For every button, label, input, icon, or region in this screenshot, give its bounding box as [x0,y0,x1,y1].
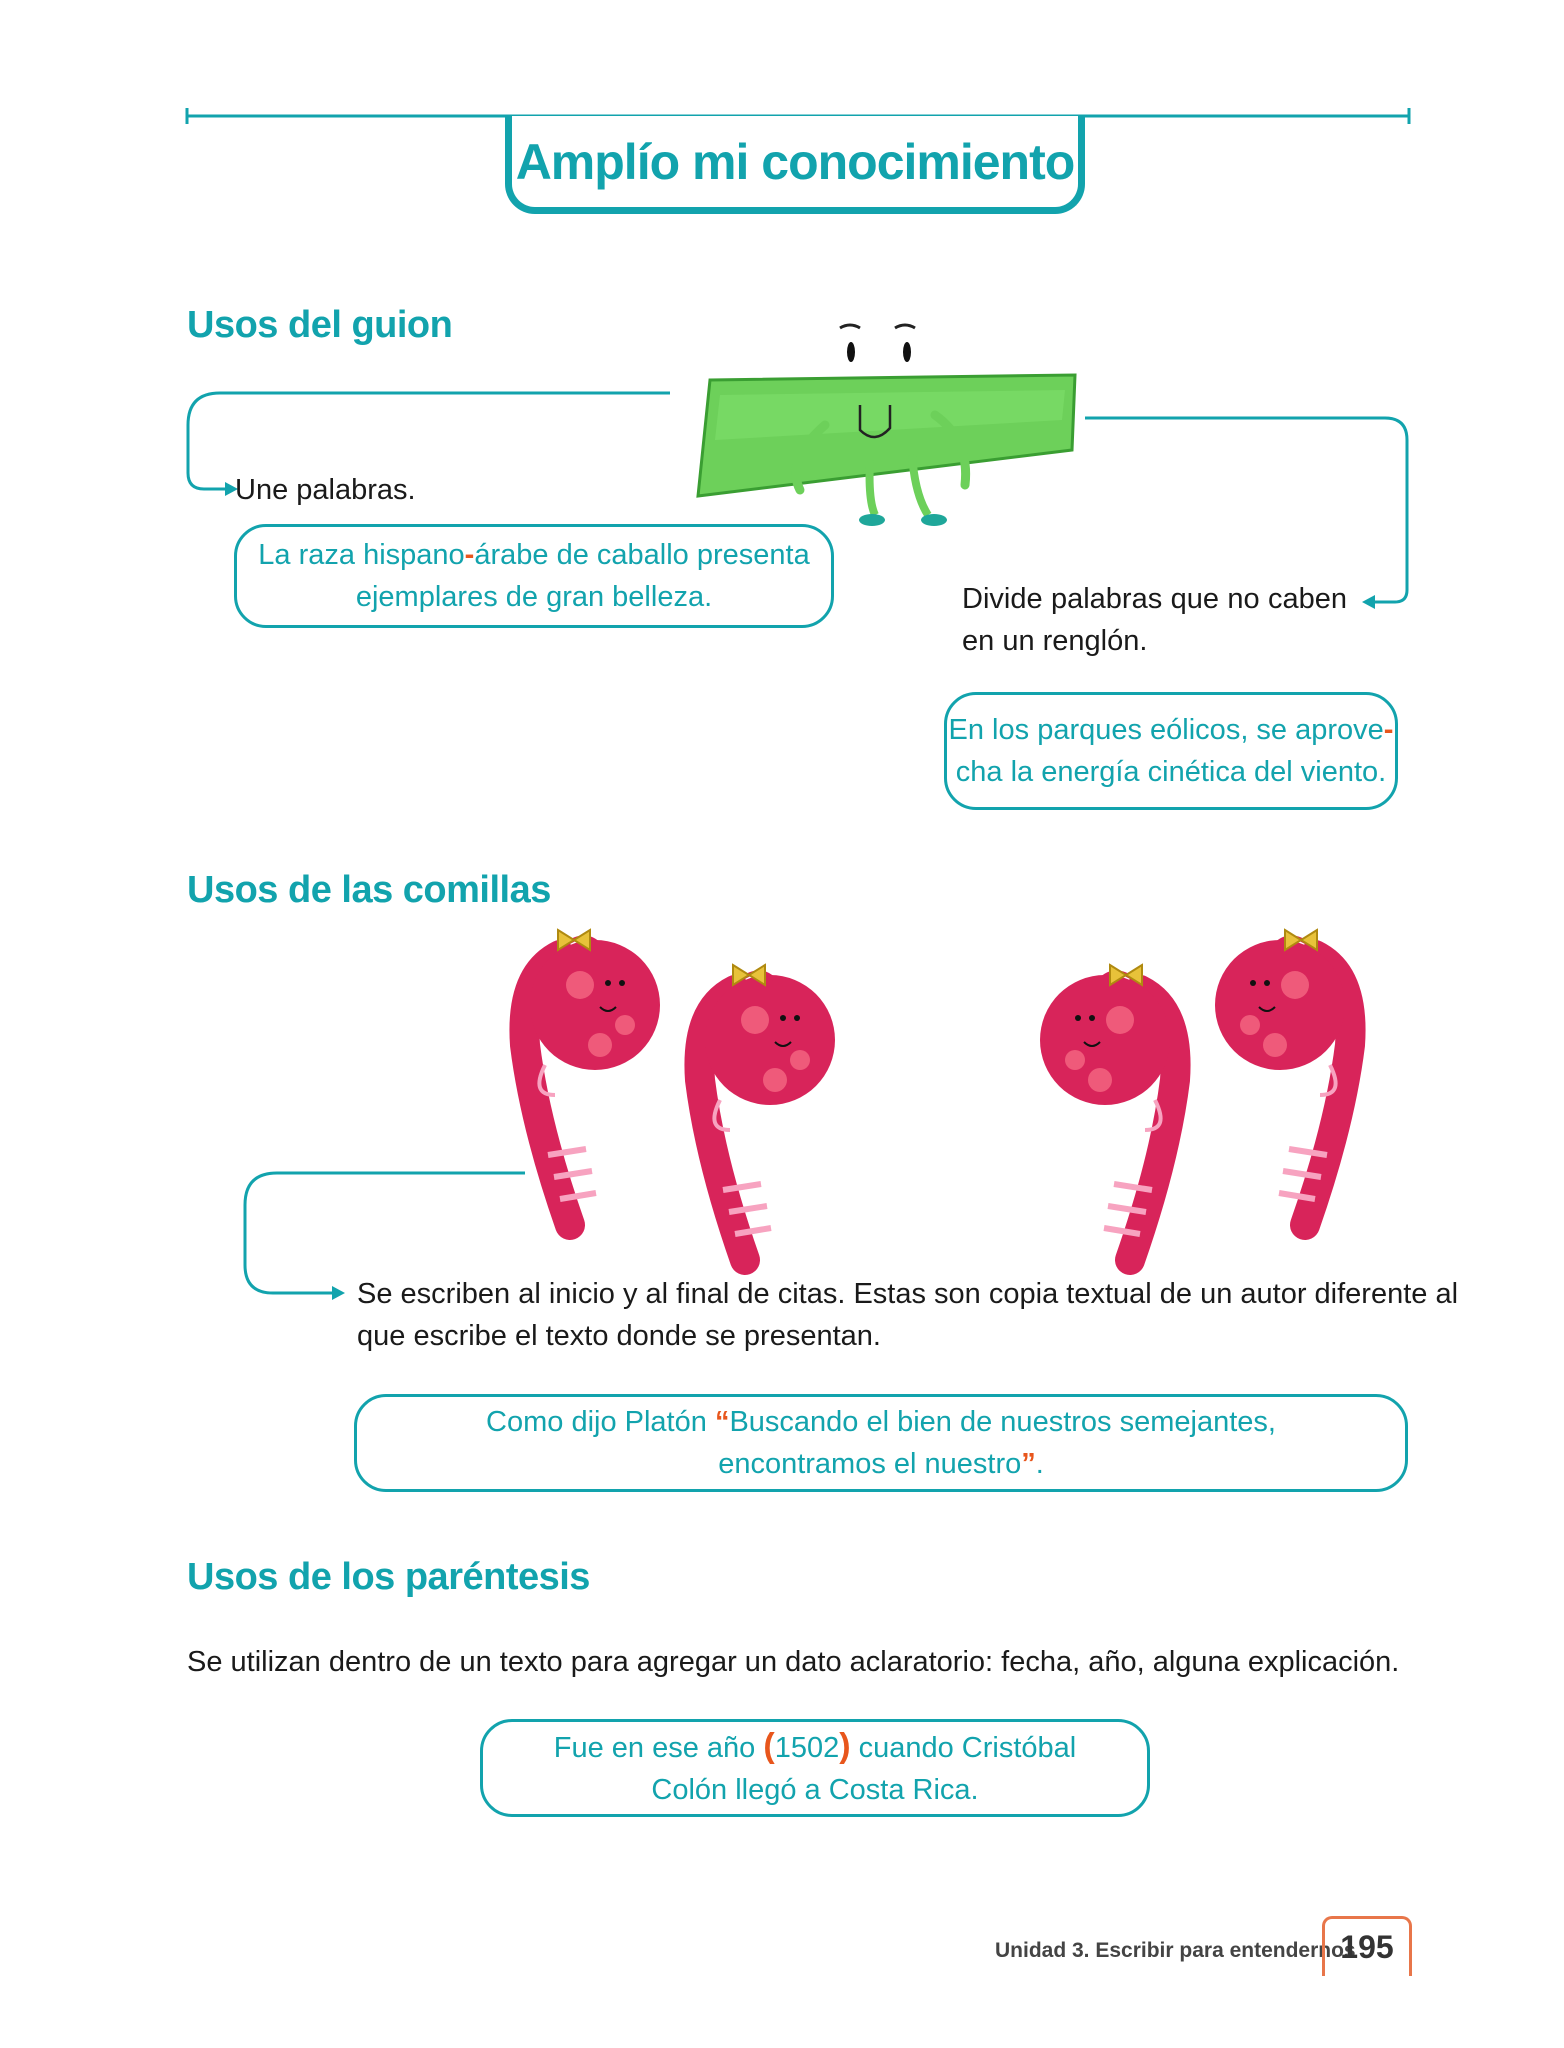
example-text: Como dijo Platón [486,1406,715,1438]
footer-unit: Unidad 3. Escribir para entendernos [995,1939,1356,1962]
example-text: árabe de caballo presenta [474,539,810,571]
example-box-colon [480,1719,1150,1817]
dash-highlight: - [1383,714,1394,746]
heading-comillas: Usos de las comillas [187,869,551,911]
open-paren-highlight: ( [763,1727,775,1765]
example-text: cuando Cristóbal [850,1732,1077,1764]
page-number-box [1322,1916,1412,1976]
example-line-1 [554,1725,1076,1769]
page-title-box [505,116,1085,214]
dash-character-icon [690,320,1070,560]
close-quote-highlight: ” [1021,1448,1036,1480]
example-text: La raza hispano [258,539,465,571]
page-title: Amplío mi conocimiento [515,133,1075,190]
example-text: Buscando el bien de nuestros semejantes, [729,1406,1276,1438]
example-line-2: ejemplares de gran belleza. [355,581,713,613]
example-line-1 [949,709,1394,751]
parentesis-description: Se utilizan dentro de un texto para agregar un dato aclaratorio: fecha, año, alguna explicación. [187,1646,1400,1678]
example-text: En los parques eólicos, se aprove [948,714,1384,746]
dash-highlight: - [464,539,475,571]
heading-parentesis: Usos de los paréntesis [187,1556,590,1598]
quote-marks-characters-icon [500,905,1380,1235]
example-line-1 [486,1401,1276,1443]
example-box-eolicos [944,692,1398,810]
open-quote-highlight: “ [714,1406,730,1438]
example-text: encontramos el nuestro [718,1448,1022,1480]
example-line-2: Colón llegó a Costa Rica. [651,1774,979,1806]
example-text: Fue en ese año [553,1732,764,1764]
guion-use-divide-line1: Divide palabras que no caben [962,583,1347,615]
comillas-description-line1: Se escriben al inicio y al final de citas. Estas son copia textual de un autor diferente al [357,1278,1459,1310]
close-paren-highlight: ) [839,1727,851,1765]
comillas-description-line2: que escribe el texto donde se presentan. [357,1320,881,1352]
guion-use-une: Une palabras. [235,474,416,506]
heading-guion: Usos del guion [187,304,453,346]
page-number: 195 [1340,1929,1394,1965]
example-line-2 [718,1443,1044,1485]
example-line-2: cha la energía cinética del viento. [955,756,1387,788]
year-text: 1502 [774,1732,840,1764]
example-text: . [1035,1448,1044,1480]
example-box-platon [354,1394,1408,1492]
guion-use-divide-line2: en un renglón. [962,625,1148,657]
